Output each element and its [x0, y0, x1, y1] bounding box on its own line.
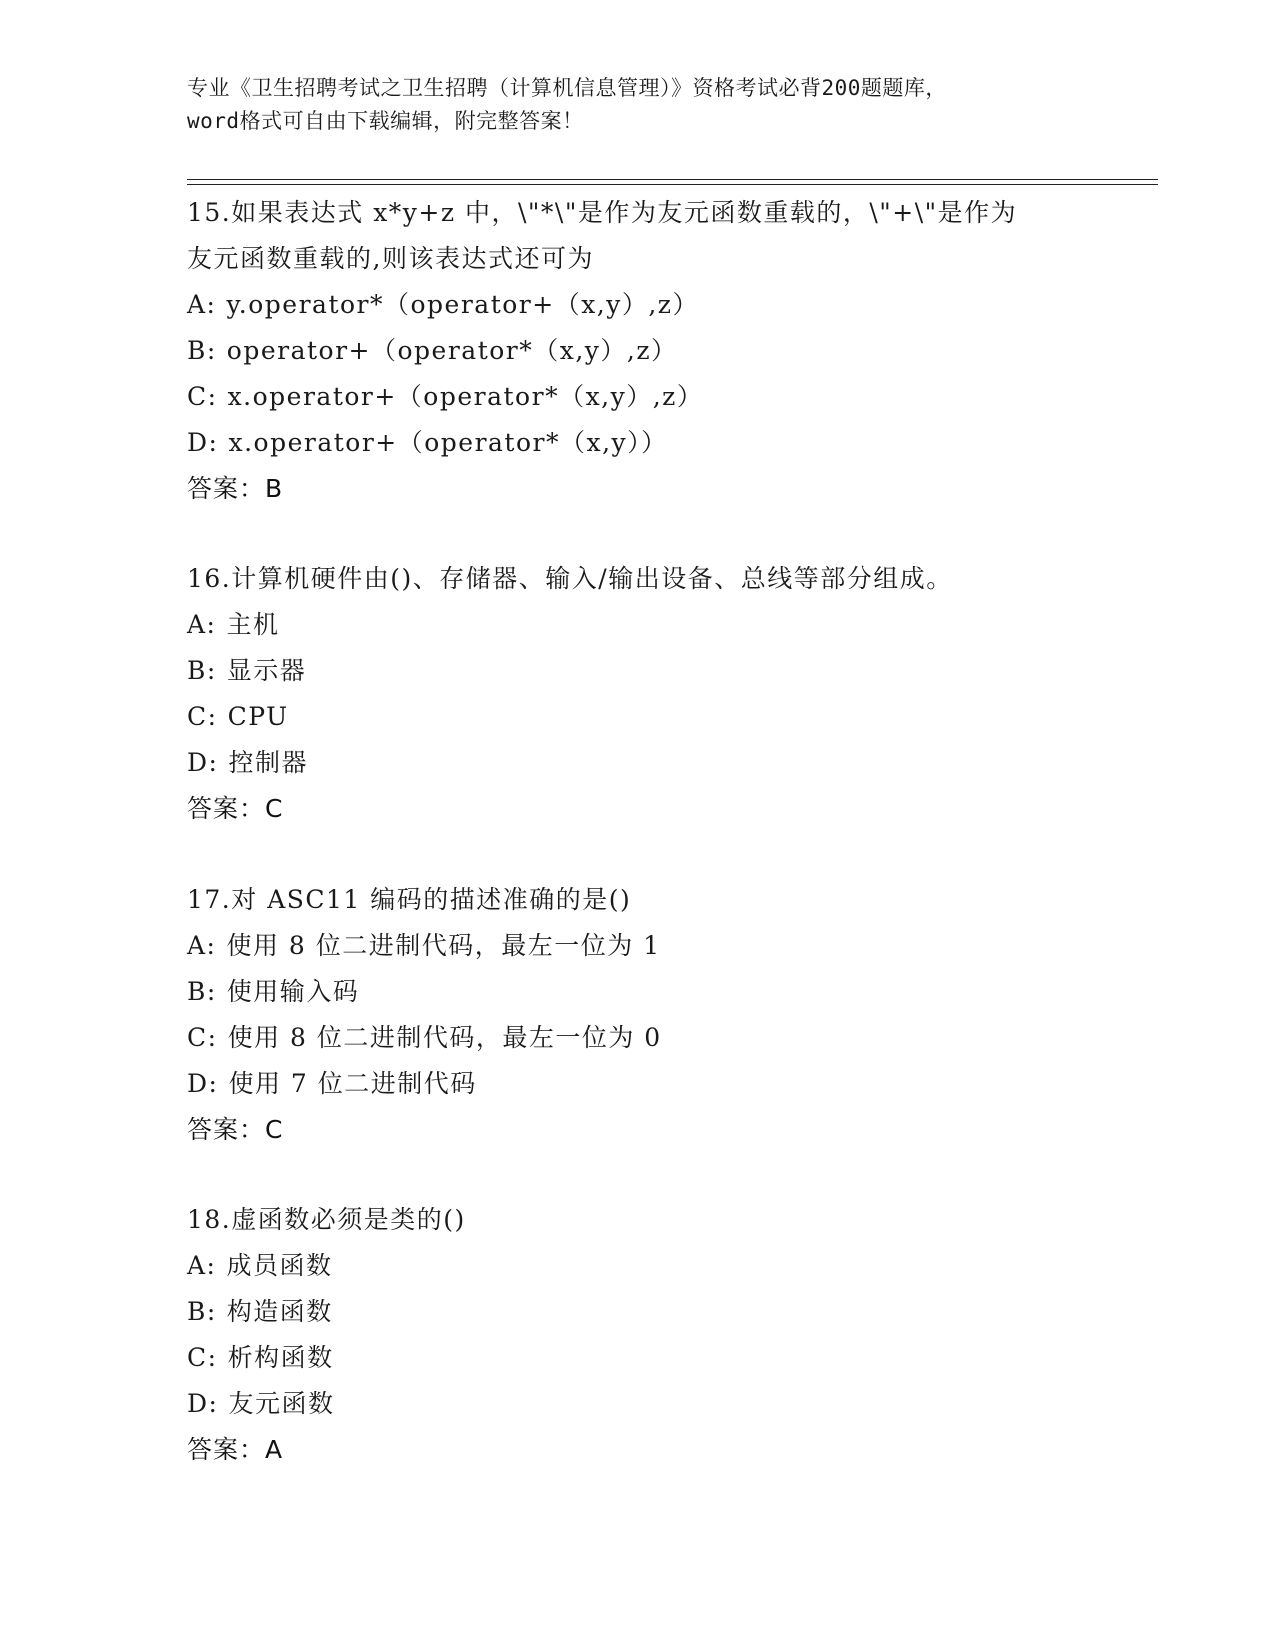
- option-text: 显示器: [226, 656, 307, 685]
- question-16: [187, 556, 1087, 832]
- option-key: A:: [187, 1251, 217, 1280]
- header-divider-bottom: [187, 184, 1158, 185]
- option-c: [187, 1015, 1087, 1061]
- option-a: [187, 1243, 1087, 1289]
- option-text: x.operator+（operator*（x,y））: [228, 428, 668, 457]
- option-text: 构造函数: [226, 1297, 333, 1326]
- option-key: B:: [187, 1297, 217, 1326]
- question-stem-line: 17.对 ASC11 编码的描述准确的是(): [187, 885, 632, 914]
- option-key: A:: [187, 290, 217, 319]
- header-line-2: word格式可自由下载编辑，附完整答案！: [187, 109, 584, 133]
- option-b: [187, 1289, 1087, 1335]
- question-stem-line: 友元函数重载的,则该表达式还可为: [187, 244, 594, 273]
- option-a: [187, 923, 1087, 969]
- option-key: A:: [187, 931, 217, 960]
- question-15: [187, 190, 1087, 512]
- question-stem-line: 16.计算机硬件由()、存储器、输入/输出设备、总线等部分组成。: [187, 564, 953, 593]
- document-header: [187, 72, 1087, 138]
- option-c: [187, 1335, 1087, 1381]
- option-d: [187, 1381, 1087, 1427]
- option-key: D:: [187, 428, 219, 457]
- option-text: 使用输入码: [226, 977, 360, 1006]
- option-text: x.operator+（operator*（x,y）,z）: [227, 382, 704, 411]
- option-a: [187, 602, 1087, 648]
- header-line-1: 专业《卫生招聘考试之卫生招聘（计算机信息管理）》资格考试必背200题题库，: [187, 76, 947, 100]
- option-d: [187, 1061, 1087, 1107]
- question-stem-line: 15.如果表达式 x*y+z 中，\"*\"是作为友元函数重载的，\"+\"是作为: [187, 198, 1018, 227]
- option-text: 使用 8 位二进制代码，最左一位为 0: [227, 1023, 662, 1052]
- answer-line: 答案：C: [187, 794, 284, 823]
- option-d: [187, 740, 1087, 786]
- option-text: 成员函数: [226, 1251, 333, 1280]
- answer-line: 答案：B: [187, 474, 284, 503]
- option-key: D:: [187, 1389, 219, 1418]
- option-c: [187, 694, 1087, 740]
- option-text: 使用 8 位二进制代码，最左一位为 1: [226, 931, 661, 960]
- option-key: D:: [187, 748, 219, 777]
- option-a: [187, 282, 1087, 328]
- question-18: [187, 1197, 1087, 1473]
- option-key: C:: [187, 382, 218, 411]
- header-divider-top: [187, 179, 1158, 180]
- option-text: 使用 7 位二进制代码: [228, 1069, 477, 1098]
- option-key: B:: [187, 656, 217, 685]
- option-key: C:: [187, 1343, 218, 1372]
- option-text: 主机: [226, 610, 280, 639]
- option-key: C:: [187, 1023, 218, 1052]
- option-b: [187, 969, 1087, 1015]
- option-text: 析构函数: [227, 1343, 334, 1372]
- option-b: [187, 648, 1087, 694]
- answer-line: 答案：A: [187, 1435, 284, 1464]
- option-c: [187, 374, 1087, 420]
- question-17: [187, 877, 1087, 1153]
- option-key: B:: [187, 336, 217, 365]
- option-text: operator+（operator*（x,y）,z）: [226, 336, 678, 365]
- option-text: y.operator*（operator+（x,y）,z）: [226, 290, 699, 319]
- answer-line: 答案：C: [187, 1115, 284, 1144]
- option-b: [187, 328, 1087, 374]
- question-stem-line: 18.虚函数必须是类的(): [187, 1205, 466, 1234]
- option-key: C:: [187, 702, 218, 731]
- option-text: 控制器: [228, 748, 308, 777]
- option-text: 友元函数: [228, 1389, 335, 1418]
- option-key: B:: [187, 977, 217, 1006]
- option-text: CPU: [227, 702, 289, 731]
- option-d: [187, 420, 1087, 466]
- option-key: A:: [187, 610, 217, 639]
- option-key: D:: [187, 1069, 219, 1098]
